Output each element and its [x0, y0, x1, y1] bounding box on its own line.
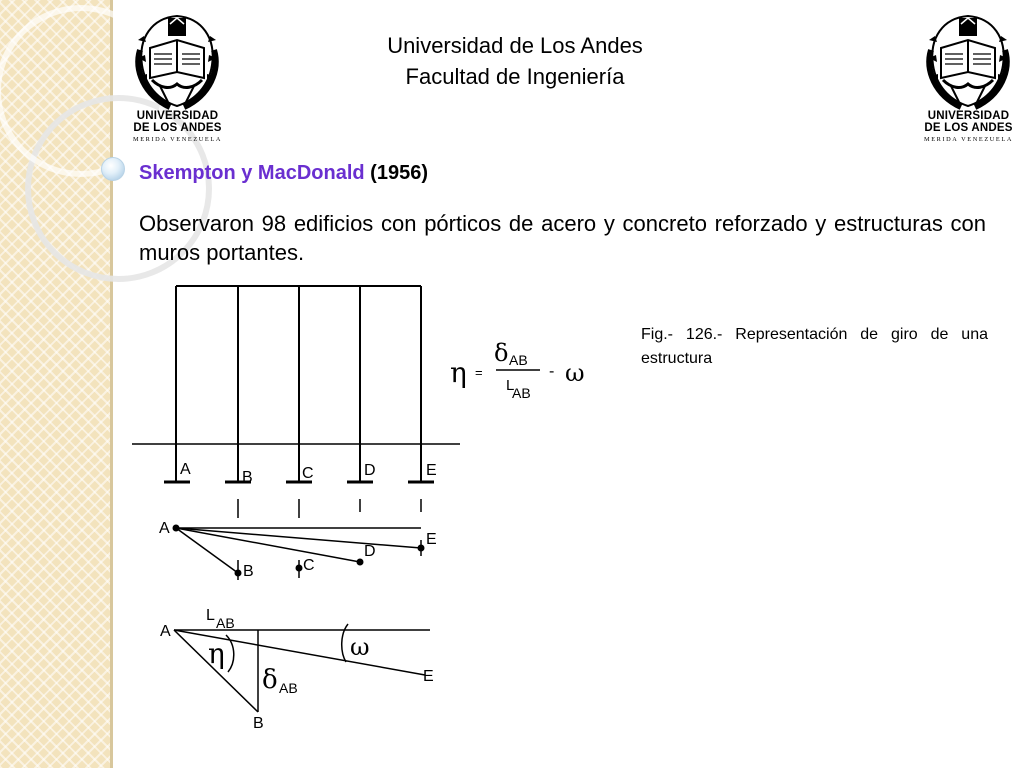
rotation-label-eta: η	[208, 637, 225, 670]
logo-name-line1: UNIVERSIDAD	[136, 110, 219, 122]
rotation-label-delta-sub: AB	[279, 680, 298, 696]
formula-l: L	[506, 377, 515, 394]
formula-equals: =	[475, 365, 483, 380]
settlement-label-b: B	[243, 563, 254, 580]
logo-name-line2: DE LOS ANDES	[133, 122, 222, 134]
rotation-formula	[450, 339, 585, 401]
title-authors: Skempton y MacDonald	[139, 162, 365, 184]
formula-omega: ω	[565, 359, 585, 387]
logo-place: MERIDA VENEZUELA	[133, 136, 222, 143]
frame-label-e: E	[426, 462, 437, 479]
rotation-label-a: A	[160, 623, 171, 640]
figure-caption: Fig.- 126.- Representación de giro de una estructura	[641, 326, 988, 367]
formula-eta: η	[450, 356, 467, 389]
formula-l-sub: AB	[512, 385, 531, 401]
title-year: (1956)	[370, 162, 428, 184]
rotation-label-l: L	[206, 607, 215, 624]
settlement-label-c: C	[303, 557, 315, 574]
logo-name-line2: DE LOS ANDES	[924, 122, 1013, 134]
frame-label-c: C	[302, 465, 314, 482]
frame-label-b: B	[242, 469, 253, 486]
rotation-label-omega: ω	[350, 633, 370, 661]
header-faculty: Facultad de Ingeniería	[405, 64, 625, 89]
settlement-label-a: A	[159, 520, 170, 537]
body-paragraph: Observaron 98 edificios con pórticos de acero y concreto reforzado y estructuras con muros portantes.	[139, 211, 986, 265]
logo-name-line1: UNIVERSIDAD	[927, 110, 1010, 122]
settlement-label-e: E	[426, 531, 437, 548]
formula-minus: -	[549, 363, 555, 380]
rotation-label-b: B	[253, 715, 264, 732]
rotation-label-l-sub: AB	[216, 615, 235, 631]
header-university: Universidad de Los Andes	[387, 33, 643, 58]
formula-delta: δ	[494, 339, 509, 367]
frame-label-a: A	[180, 461, 191, 478]
rotation-label-e: E	[423, 668, 434, 685]
logo-place: MERIDA VENEZUELA	[924, 136, 1013, 143]
rotation-label-delta: δ	[262, 665, 278, 695]
frame-label-d: D	[364, 462, 376, 479]
frame-diagram	[132, 286, 460, 482]
settlement-label-d: D	[364, 543, 376, 560]
formula-delta-sub: AB	[509, 352, 528, 368]
